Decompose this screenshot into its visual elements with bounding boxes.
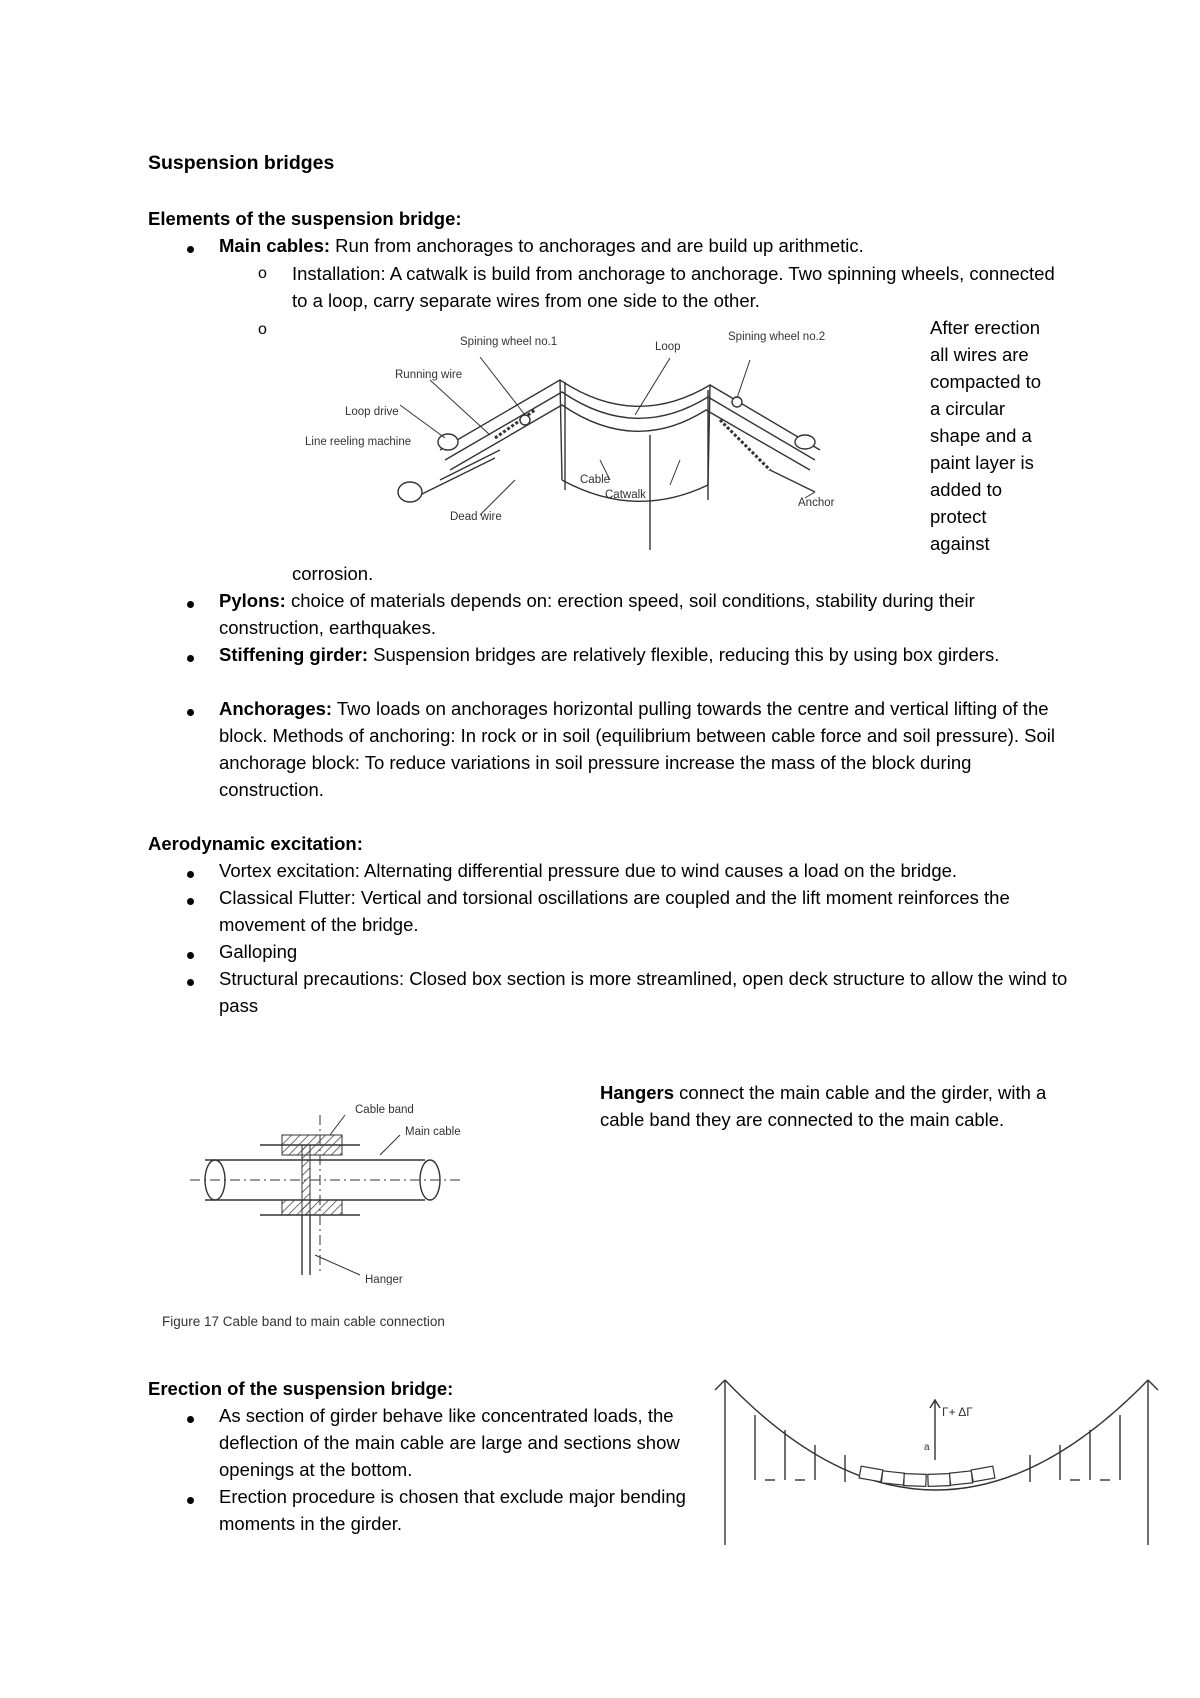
erection-heading: Erection of the suspension bridge: bbox=[148, 1378, 454, 1399]
loop-label: Loop bbox=[655, 341, 681, 353]
after-erection-line: all wires are bbox=[930, 344, 1029, 365]
figure-caption: Figure 17 Cable band to main cable connection bbox=[162, 1314, 445, 1329]
main-cables-label: Main cables: bbox=[219, 235, 331, 256]
aero-item: Vortex excitation: Alternating differential pressure due to wind causes a load on the bridge. bbox=[219, 860, 958, 881]
anchorages-label: Anchorages: bbox=[219, 698, 333, 719]
after-erection-tail: corrosion. bbox=[292, 563, 374, 584]
after-erection-text bbox=[930, 314, 1070, 557]
erection-item: As section of girder behave like concentrated loads, the deflection of the main cable are large and sections show openings at the bottom. bbox=[219, 1405, 680, 1480]
dead-wire-label: Dead wire bbox=[450, 511, 502, 523]
bullet-icon bbox=[187, 979, 194, 986]
cable-spinning-diagram bbox=[300, 320, 860, 550]
after-erection-line: protect bbox=[930, 506, 987, 527]
aero-item: Classical Flutter: Vertical and torsional oscillations are coupled and the lift moment reinforces the movement of the bridge. bbox=[219, 887, 1010, 935]
bullet-icon bbox=[187, 898, 194, 905]
anchorages-item bbox=[219, 695, 1069, 803]
stiffening-girder-text: Suspension bridges are relatively flexible, reducing this by using box girders. bbox=[368, 644, 1000, 665]
cable-band-label: Cable band bbox=[355, 1104, 414, 1116]
after-erection-line: compacted to bbox=[930, 371, 1042, 392]
hangers-label: Hangers bbox=[600, 1082, 675, 1103]
angle-label: a bbox=[924, 1442, 930, 1453]
anchorages-text: Two loads on anchorages horizontal pulling towards the centre and vertical lifting of the block. Methods of anchoring: In rock or in soil (equilibrium between cable force and soil pressure). Soil anchorage block: To reduce variations in soil pressure increase the mass of the block during construction. bbox=[219, 698, 1055, 800]
bullet-icon bbox=[187, 1497, 194, 1504]
bullet-icon bbox=[187, 709, 194, 716]
hangers-paragraph bbox=[600, 1079, 1070, 1133]
running-wire-label: Running wire bbox=[395, 369, 463, 381]
bullet-icon bbox=[187, 1416, 194, 1423]
catwalk-label: Catwalk bbox=[605, 489, 646, 501]
bullet-icon bbox=[187, 952, 194, 959]
stiffening-girder-item bbox=[219, 641, 1019, 668]
bullet-icon bbox=[187, 655, 194, 662]
bullet-icon bbox=[187, 871, 194, 878]
loop-drive-label: Loop drive bbox=[345, 406, 399, 418]
sub-bullet-icon: o bbox=[258, 321, 267, 338]
force-label: Γ+ ΔΓ bbox=[942, 1405, 973, 1419]
anchor-label: Anchor bbox=[798, 497, 835, 509]
catwalk-line bbox=[440, 380, 820, 450]
spinning-wheel-1-label: Spining wheel no.1 bbox=[460, 336, 558, 348]
aero-item: Galloping bbox=[219, 941, 298, 962]
installation-text: Installation: A catwalk is build from anchorage to anchorage. Two spinning wheels, connected to a loop, carry separate wires from one side to the other. bbox=[292, 263, 1055, 311]
line-reeling-machine-label: Line reeling machine bbox=[305, 436, 412, 448]
main-cables-text: Run from anchorages to anchorages and are build up arithmetic. bbox=[330, 235, 864, 256]
pylons-text: choice of materials depends on: erection speed, soil conditions, stability during their construction, earthquakes. bbox=[219, 590, 975, 638]
elements-heading: Elements of the suspension bridge: bbox=[148, 208, 462, 229]
after-erection-line: a circular bbox=[930, 398, 1006, 419]
spinning-wheel-2-label: Spining wheel no.2 bbox=[728, 331, 826, 343]
aero-heading: Aerodynamic excitation: bbox=[148, 833, 363, 854]
aero-item: Structural precautions: Closed box section is more streamlined, open deck structure to allow the wind to pass bbox=[219, 968, 1068, 1016]
hangers-text: connect the main cable and the girder, with a cable band they are connected to the main cable. bbox=[600, 1082, 1047, 1130]
stiffening-girder-label: Stiffening girder: bbox=[219, 644, 369, 665]
cable-label: Cable bbox=[580, 474, 611, 486]
hanger-label: Hanger bbox=[365, 1274, 403, 1285]
after-erection-line: paint layer is bbox=[930, 452, 1034, 473]
erection-diagram bbox=[710, 1370, 1160, 1545]
main-cable-label: Main cable bbox=[405, 1126, 461, 1138]
after-erection-line: added to bbox=[930, 479, 1003, 500]
pylons-item bbox=[219, 587, 1059, 641]
bullet-icon bbox=[187, 246, 194, 253]
after-erection-line: After erection bbox=[930, 317, 1041, 338]
after-erection-line: against bbox=[930, 533, 990, 554]
cable-band-diagram bbox=[190, 1075, 530, 1285]
erection-item: Erection procedure is chosen that exclude major bending moments in the girder. bbox=[219, 1486, 686, 1534]
pylons-label: Pylons: bbox=[219, 590, 286, 611]
bullet-icon bbox=[187, 601, 194, 608]
page-title: Suspension bridges bbox=[148, 152, 335, 174]
main-cables-item bbox=[219, 232, 1079, 259]
sub-bullet-icon: o bbox=[258, 265, 267, 282]
after-erection-line: shape and a bbox=[930, 425, 1032, 446]
